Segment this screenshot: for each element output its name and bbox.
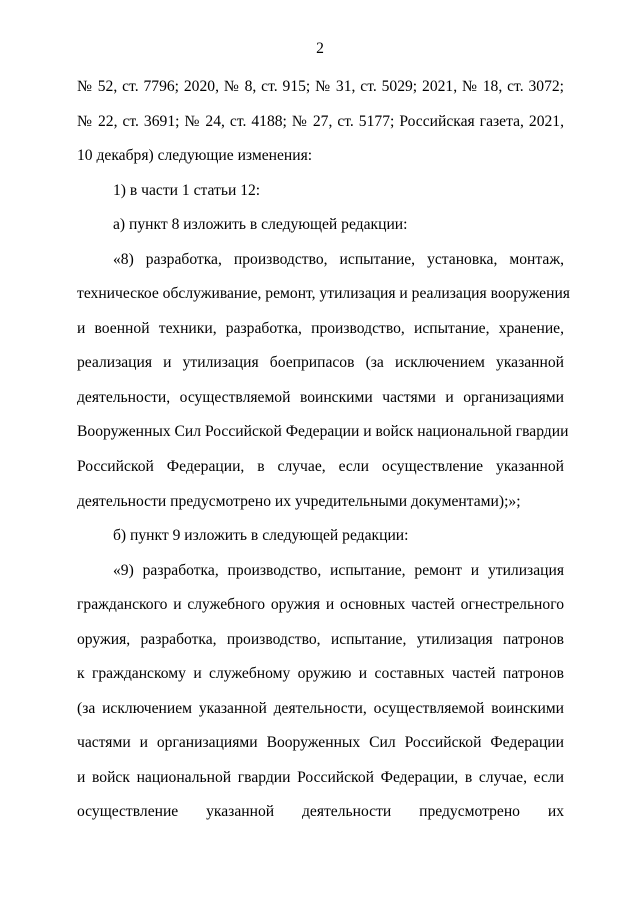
text-line: № 52, ст. 7796; 2020, № 8, ст. 915; № 31, ст. 5029; 2021, № 18, ст. 3072;: [77, 78, 564, 95]
subitem-heading: б) пункт 9 изложить в следующей редакции:: [113, 527, 409, 545]
text-line: «8) разработка, производство, испытание, установка, монтаж,: [113, 250, 564, 268]
text-line: (за исключением указанной деятельности, осуществляемой воинскими: [77, 699, 564, 717]
subitem-heading: а) пункт 8 изложить в следующей редакции:: [113, 216, 408, 234]
text-line: частями и организациями Вооруженных Сил Российской Федерации: [77, 734, 564, 752]
document-body: [77, 70, 570, 830]
text-line: оружия, разработка, производство, испытание, утилизация патронов: [77, 630, 564, 648]
text-line: деятельности, осуществляемой воинскими частями и организациями: [77, 388, 564, 406]
text-line: техническое обслуживание, ремонт, утилизация и реализация вооружения: [77, 285, 570, 303]
text-line: и войск национальной гвардии Российской Федерации, в случае, если: [77, 768, 564, 786]
text-line: к гражданскому и служебному оружию и составных частей патронов: [77, 665, 564, 683]
text-line: Российской Федерации, в случае, если осуществление указанной: [77, 458, 564, 476]
text-line: 10 декабря) следующие изменения:: [77, 147, 313, 165]
text-line: реализация и утилизация боеприпасов (за исключением указанной: [77, 354, 564, 372]
text-line: «9) разработка, производство, испытание, ремонт и утилизация: [113, 561, 564, 579]
text-line: деятельности предусмотрено их учредительными документами);»;: [77, 492, 521, 510]
list-item-heading: 1) в части 1 статьи 12:: [113, 181, 261, 199]
text-line: № 22, ст. 3691; № 24, ст. 4188; № 27, ст. 5177; Российская газета, 2021,: [77, 112, 564, 130]
page-number: 2: [316, 40, 324, 57]
text-line: и военной техники, разработка, производство, испытание, хранение,: [77, 319, 564, 337]
text-line: осуществление указанной деятельности предусмотрено их: [77, 803, 564, 821]
text-line: гражданского и служебного оружия и основных частей огнестрельного: [77, 596, 564, 614]
text-line: Вооруженных Сил Российской Федерации и войск национальной гвардии: [77, 423, 569, 441]
